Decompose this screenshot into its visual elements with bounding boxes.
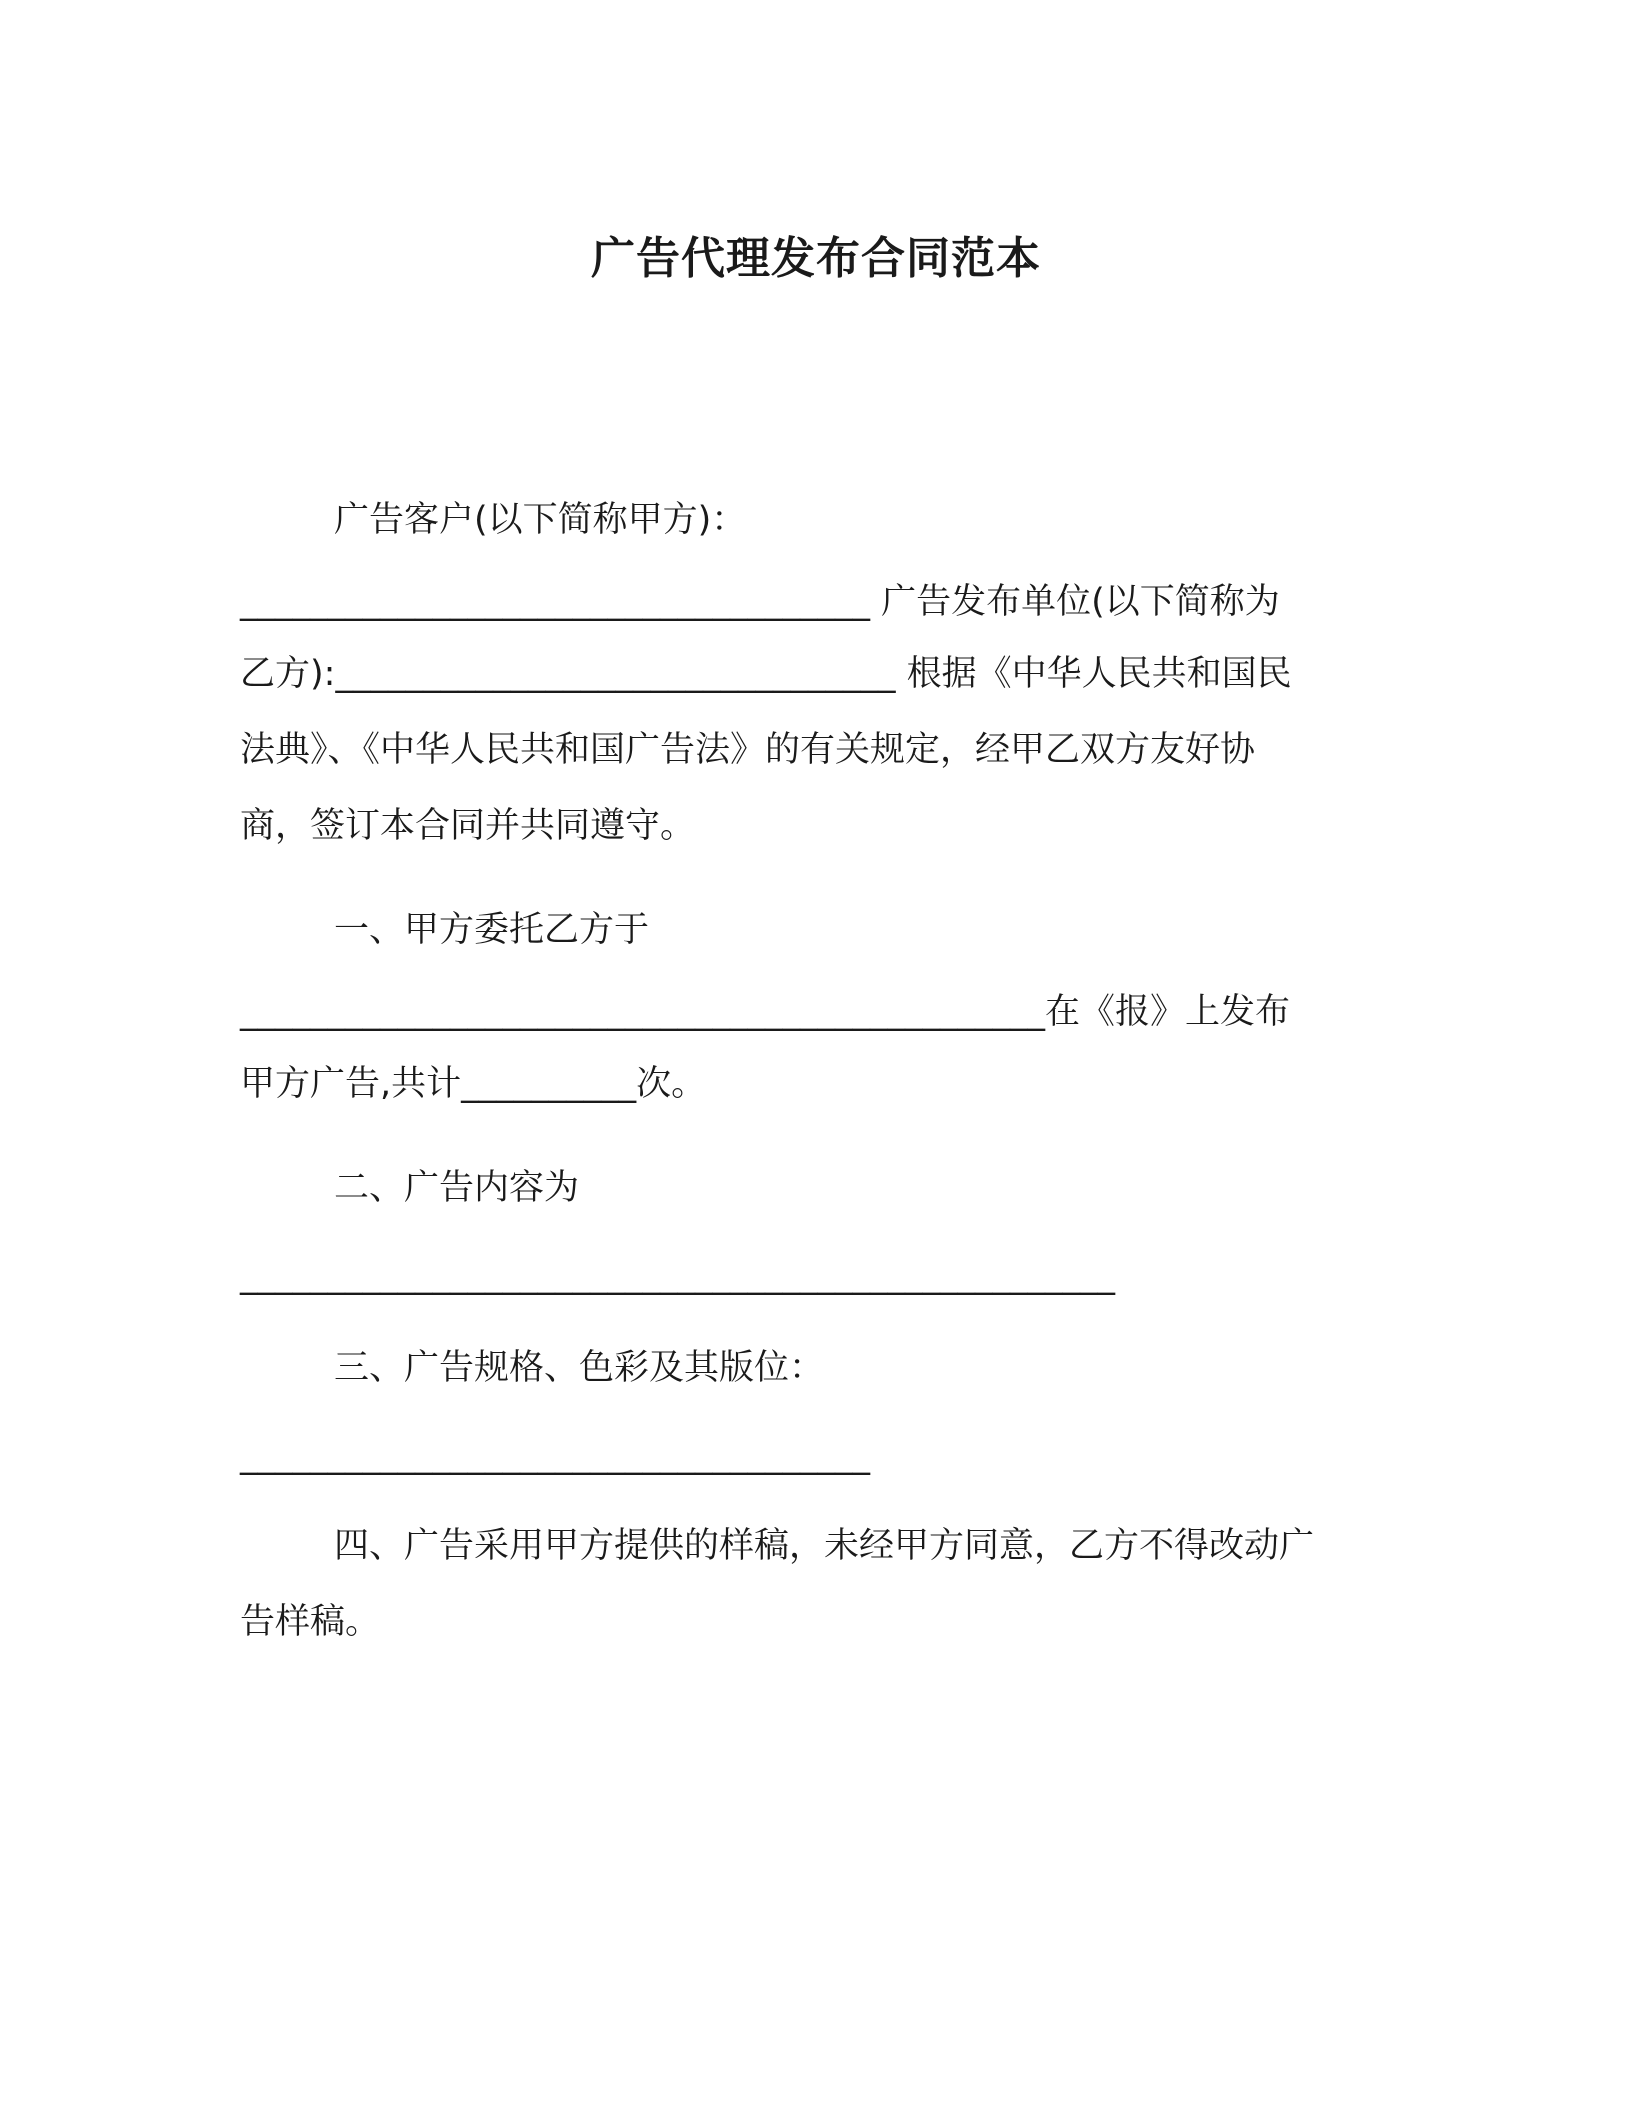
party-a-blank-line: ____________________________________ 广告发布单位(以下简称为 xyxy=(240,582,1280,622)
agreement-line: 商，签订本合同并共同遵守。 xyxy=(240,806,696,846)
clause-4-line-1: 四、广告采用甲方提供的样稿，未经甲方同意，乙方不得改动广 xyxy=(334,1526,1315,1566)
clause-1-blank-line: ______________________________________________在《报》上发布 xyxy=(240,992,1291,1032)
document-title: 广告代理发布合同范本 xyxy=(591,233,1041,284)
clause-1-heading: 一、甲方委托乙方于 xyxy=(334,910,650,950)
clause-1-count-line: 甲方广告,共计__________次。 xyxy=(240,1064,707,1104)
clause-2-blank-line: __________________________________________________ xyxy=(240,1256,1115,1296)
clause-4-line-2: 告样稿。 xyxy=(240,1602,381,1642)
client-party-label: 广告客户(以下简称甲方)： xyxy=(334,500,747,540)
clause-2-heading: 二、广告内容为 xyxy=(334,1168,580,1208)
legal-basis-line: 法典》、《中华人民共和国广告法》的有关规定，经甲乙双方友好协 xyxy=(240,730,1256,770)
clause-3-heading: 三、广告规格、色彩及其版位： xyxy=(334,1348,825,1388)
party-b-line: 乙方):________________________________ 根据《中华人民共和国民 xyxy=(240,654,1292,694)
clause-3-blank-line: ____________________________________ xyxy=(240,1436,870,1476)
